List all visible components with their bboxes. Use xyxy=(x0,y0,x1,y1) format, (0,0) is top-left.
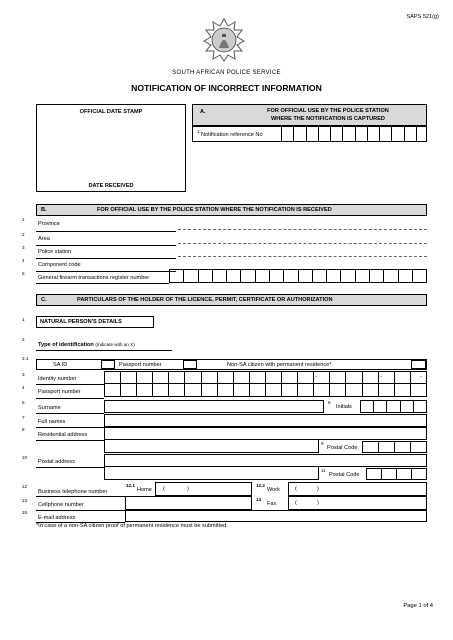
indicate-hint: (Indicate with an X) xyxy=(95,342,135,347)
field-number: 12 xyxy=(22,484,28,489)
page-number: Page 1 of 4 xyxy=(403,603,433,609)
email-label: E-mail address xyxy=(38,515,76,521)
field-number: 3 xyxy=(22,372,25,377)
province-input[interactable] xyxy=(178,229,427,230)
row-divider xyxy=(36,510,125,511)
paren-close: ) xyxy=(317,500,319,506)
field-number: 1 xyxy=(22,317,25,322)
sa-id-label: SA ID xyxy=(53,362,68,368)
section-a-heading-line1: FOR OFFICIAL USE BY THE POLICE STATION xyxy=(267,108,389,114)
separator-dash: - xyxy=(420,374,422,380)
form-code: SAPS 521(g) xyxy=(406,14,439,20)
fax-label: Fax xyxy=(267,501,277,507)
identity-number-input[interactable] xyxy=(104,371,427,384)
full-names-input[interactable] xyxy=(104,414,427,427)
field-number: 12.1 xyxy=(126,483,135,488)
identity-number-label: Identity number xyxy=(38,376,77,382)
natural-person-label: NATURAL PERSON'S DETAILS xyxy=(40,319,122,325)
section-a-heading-line2: WHERE THE NOTIFICATION IS CAPTURED xyxy=(271,116,385,122)
date-received-label: DATE RECEIVED xyxy=(88,183,134,189)
natural-person-box xyxy=(36,316,154,328)
separator-dash: - xyxy=(315,374,317,380)
field-number: 3 xyxy=(22,245,25,250)
field-number: 5 xyxy=(22,271,25,276)
cellphone-label: Cellphone number xyxy=(38,502,84,508)
section-c-letter: C. xyxy=(41,297,47,303)
id-type-row xyxy=(36,359,427,370)
notification-reference-label: Notification reference No xyxy=(201,132,263,138)
email-input[interactable] xyxy=(125,510,427,522)
section-a-letter: A. xyxy=(200,109,206,115)
non-sa-checkbox[interactable] xyxy=(411,360,426,369)
passport-option-label: Passport number xyxy=(119,362,162,368)
work-label: Work xyxy=(267,487,280,493)
footnote: *In case of a non-SA citizen proof of permanent residence must be submitted. xyxy=(36,523,228,529)
field-number: 7 xyxy=(22,415,25,420)
firearm-register-label: General firearm transactions register number xyxy=(38,275,150,281)
paren-close: ) xyxy=(187,486,189,492)
row-divider xyxy=(36,440,104,441)
full-names-label: Full names xyxy=(38,419,66,425)
section-a-header xyxy=(192,104,427,126)
field-number: 11 xyxy=(321,468,326,473)
row-divider xyxy=(36,350,172,351)
official-date-stamp-box[interactable] xyxy=(36,104,186,192)
field-number: 8 xyxy=(22,427,25,432)
component-code-label: Component code xyxy=(38,262,81,268)
field-number: 1 xyxy=(197,129,200,134)
home-label: Home xyxy=(137,487,152,493)
row-divider xyxy=(36,384,104,385)
paren-open: ( xyxy=(163,486,165,492)
postal-code-label: Postal Code xyxy=(327,445,358,451)
type-of-identification-text: Type of identification xyxy=(38,342,94,348)
field-number: 1 xyxy=(22,217,25,222)
section-c-heading: PARTICULARS OF THE HOLDER OF THE LICENCE, PERMIT, CERTIFICATE OR AUTHORIZATION xyxy=(77,297,333,303)
firearm-register-input[interactable] xyxy=(169,269,427,283)
official-date-stamp-label: OFFICIAL DATE STAMP xyxy=(79,109,143,115)
postal-code-label: Postal Code xyxy=(329,472,360,478)
page-title: NOTIFICATION OF INCORRECT INFORMATION xyxy=(131,83,322,93)
agency-name: SOUTH AFRICAN POLICE SERVICE xyxy=(172,70,281,76)
field-number: 12.2 xyxy=(256,483,265,488)
row-divider xyxy=(36,271,176,272)
surname-label: Surname xyxy=(38,405,61,411)
paren-open: ( xyxy=(295,486,297,492)
sa-id-checkbox[interactable] xyxy=(101,360,115,369)
row-divider xyxy=(36,398,104,399)
row-divider xyxy=(36,496,125,497)
section-b-header xyxy=(36,204,427,216)
field-number: 13 xyxy=(22,498,28,503)
field-number: 6 xyxy=(328,400,331,405)
fax-input[interactable] xyxy=(288,496,427,510)
police-station-input[interactable] xyxy=(178,256,427,257)
postal-address-line2[interactable] xyxy=(104,466,319,480)
field-number: 14 xyxy=(256,497,262,502)
area-input[interactable] xyxy=(178,243,427,244)
type-of-identification-label xyxy=(38,342,135,348)
row-divider xyxy=(36,283,169,284)
residential-address-line2[interactable] xyxy=(104,439,319,453)
section-c-header xyxy=(36,294,427,306)
notification-reference-input[interactable] xyxy=(281,127,428,141)
field-number: 2 xyxy=(22,337,25,342)
field-number: 2.1 xyxy=(22,356,29,361)
postal-postal-code-input[interactable] xyxy=(366,468,427,480)
row-divider xyxy=(36,258,176,259)
initials-label: Initials xyxy=(336,404,352,410)
initials-input[interactable] xyxy=(360,400,427,413)
paren-open: ( xyxy=(295,500,297,506)
passport-number-input[interactable] xyxy=(104,384,427,397)
province-label: Province xyxy=(38,221,60,227)
row-divider xyxy=(36,413,104,414)
non-sa-option-label: Non-SA citizen with permanent residence* xyxy=(227,362,332,368)
police-station-label: Police station xyxy=(38,249,72,255)
row-divider xyxy=(36,245,176,246)
field-number: 9 xyxy=(321,441,324,446)
row-divider xyxy=(36,231,176,232)
passport-number-label: Passport number xyxy=(38,389,81,395)
field-number: 2 xyxy=(22,232,25,237)
notification-reference-row xyxy=(192,126,427,142)
cellphone-input[interactable] xyxy=(125,496,252,510)
separator-dash: - xyxy=(380,374,382,380)
home-telephone-input[interactable] xyxy=(155,482,252,496)
field-number: 15 xyxy=(22,510,28,515)
business-telephone-label: Business telephone number xyxy=(38,489,108,495)
saps-emblem-logo xyxy=(202,18,246,62)
row-divider xyxy=(36,467,104,468)
residential-postal-code-input[interactable] xyxy=(362,441,427,453)
row-divider xyxy=(36,427,104,428)
surname-input[interactable] xyxy=(104,400,324,413)
postal-address-label: Postal address xyxy=(38,459,76,465)
field-number: 10 xyxy=(22,455,28,460)
field-number: 5 xyxy=(22,400,25,405)
section-b-heading: FOR OFFICIAL USE BY THE POLICE STATION WHERE THE NOTIFICATION IS RECEIVED xyxy=(97,207,332,213)
work-telephone-input[interactable] xyxy=(288,482,427,496)
area-label: Area xyxy=(38,236,50,242)
field-number: 4 xyxy=(22,258,25,263)
residential-address-label: Residential address xyxy=(38,432,88,438)
passport-checkbox[interactable] xyxy=(183,360,197,369)
section-b-letter: B. xyxy=(41,207,47,213)
field-number: 4 xyxy=(22,385,25,390)
paren-close: ) xyxy=(317,486,319,492)
